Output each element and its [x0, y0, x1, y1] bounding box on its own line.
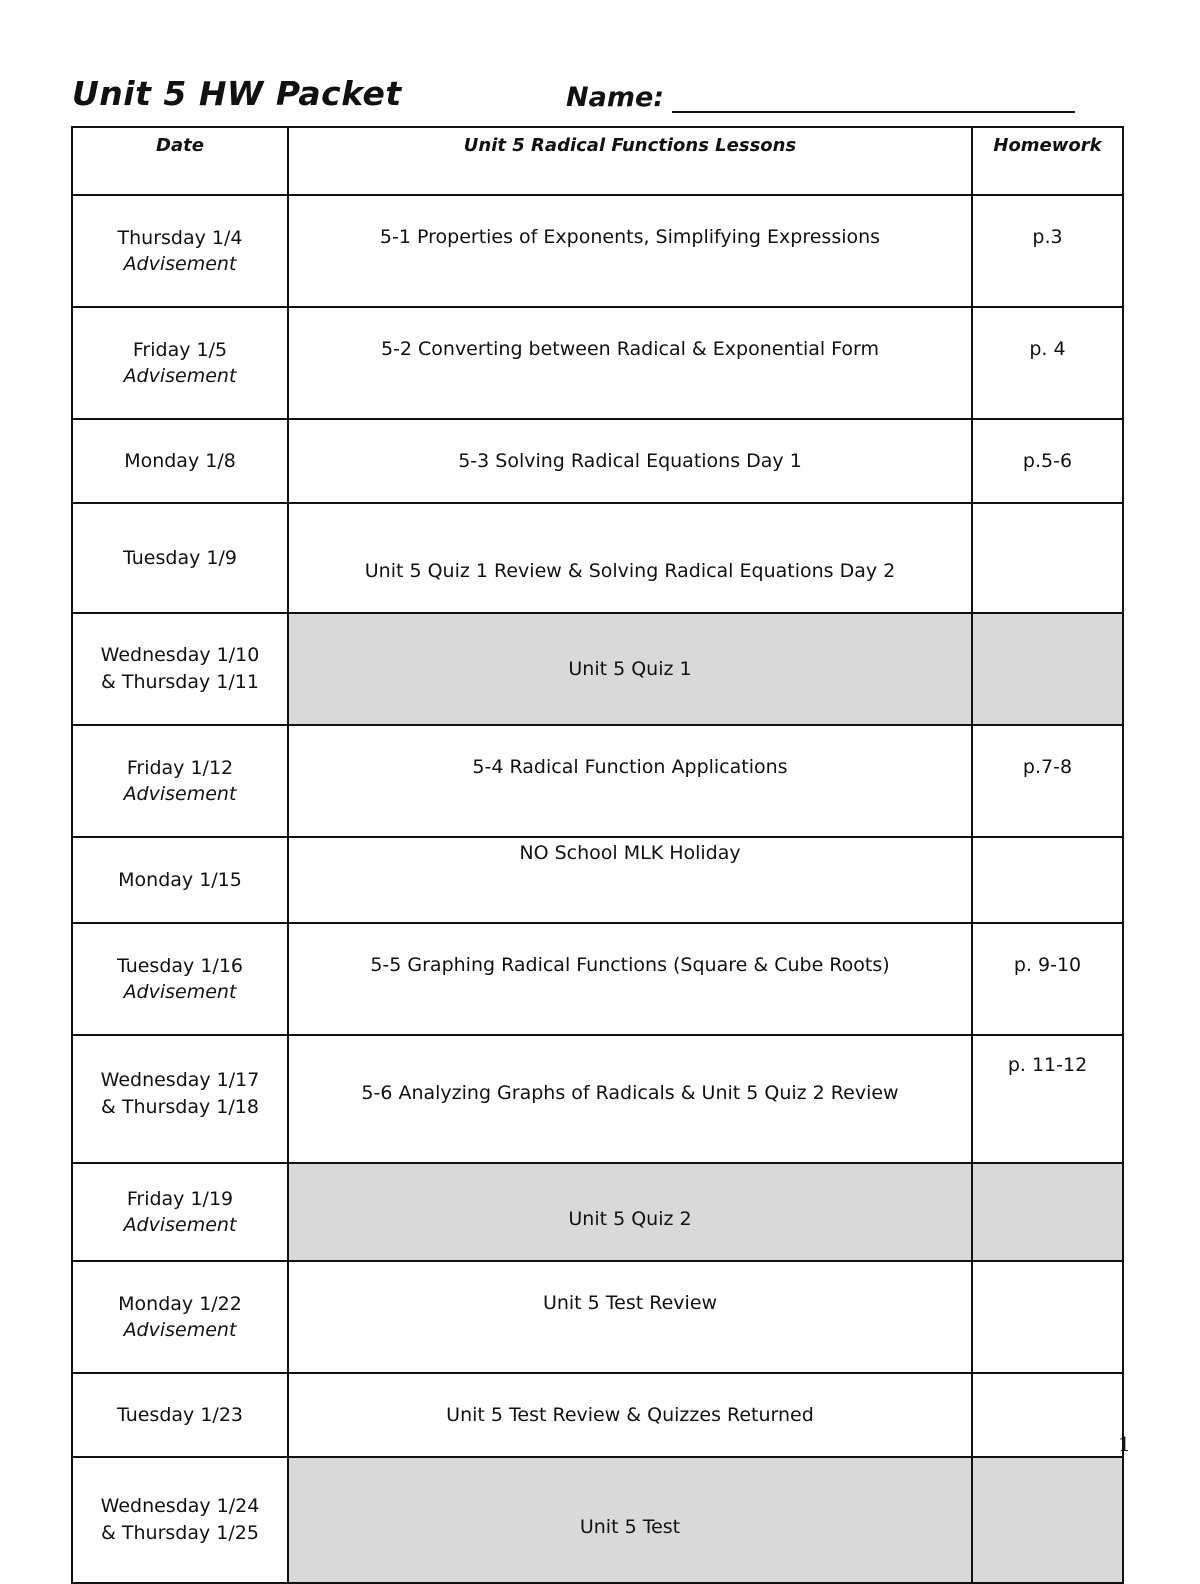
column-header-lessons: Unit 5 Radical Functions Lessons: [288, 127, 972, 195]
lesson-cell: 5-3 Solving Radical Equations Day 1: [288, 419, 972, 503]
table-row: [72, 1457, 1123, 1583]
table-row: [72, 837, 1123, 923]
table-row: [72, 1261, 1123, 1373]
lesson-cell: 5-1 Properties of Exponents, Simplifying Expressions: [288, 195, 972, 307]
homework-cell: [972, 1261, 1123, 1373]
name-label: Name:: [566, 82, 665, 113]
date-cell: [72, 503, 288, 613]
date-text: Wednesday 1/17: [100, 1069, 260, 1091]
homework-cell: [972, 1457, 1123, 1583]
date-text: Friday 1/12: [126, 756, 234, 779]
date-text: Wednesday 1/24: [100, 1495, 260, 1517]
homework-cell: [972, 837, 1123, 923]
lesson-cell: Unit 5 Test Review & Quizzes Returned: [288, 1373, 972, 1457]
date-text: Monday 1/22: [118, 1292, 242, 1315]
page-number: 1: [1118, 1432, 1131, 1456]
date-cell: [72, 1035, 288, 1163]
date-text: Tuesday 1/16: [116, 954, 243, 977]
date-cell: [72, 923, 288, 1035]
lesson-cell: 5-4 Radical Function Applications: [288, 725, 972, 837]
date-subtext: & Thursday 1/18: [101, 1096, 259, 1118]
table-row: [72, 613, 1123, 725]
lesson-cell: Unit 5 Test Review: [288, 1261, 972, 1373]
table-row: [72, 419, 1123, 503]
date-cell: [72, 419, 288, 503]
homework-cell: p. 9-10: [972, 923, 1123, 1035]
homework-cell: [972, 503, 1123, 613]
date-subtext: Advisement: [123, 364, 237, 387]
table-row: [72, 307, 1123, 419]
date-text: Friday 1/5: [132, 338, 228, 361]
homework-cell: p.7-8: [972, 725, 1123, 837]
date-subtext: Advisement: [123, 252, 237, 275]
table-row: [72, 195, 1123, 307]
date-cell: [72, 1261, 288, 1373]
homework-cell: p. 4: [972, 307, 1123, 419]
date-subtext: Advisement: [123, 980, 237, 1003]
name-field-wrapper: [566, 82, 1075, 113]
date-text: Tuesday 1/9: [123, 546, 237, 569]
test-cell: Unit 5 Test: [288, 1457, 972, 1583]
lesson-cell: 5-2 Converting between Radical & Exponential Form: [288, 307, 972, 419]
table-row: [72, 923, 1123, 1035]
date-cell: [72, 1457, 288, 1583]
lesson-cell: Unit 5 Quiz 1 Review & Solving Radical Equations Day 2: [288, 503, 972, 613]
column-header-homework: Homework: [972, 127, 1123, 195]
table-row: [72, 1035, 1123, 1163]
date-subtext: Advisement: [123, 1213, 237, 1236]
homework-cell: p.3: [972, 195, 1123, 307]
date-subtext: & Thursday 1/25: [101, 1522, 259, 1544]
quiz-cell: Unit 5 Quiz 2: [288, 1163, 972, 1261]
date-cell: [72, 307, 288, 419]
date-subtext: & Thursday 1/11: [101, 671, 259, 693]
homework-cell: [972, 1163, 1123, 1261]
date-cell: [72, 613, 288, 725]
schedule-table: [71, 126, 1124, 1584]
date-cell: [72, 837, 288, 923]
date-cell: [72, 195, 288, 307]
name-blank-line: [672, 85, 1075, 113]
table-row: [72, 1373, 1123, 1457]
lesson-cell: 5-5 Graphing Radical Functions (Square & Cube Roots): [288, 923, 972, 1035]
date-cell: [72, 1163, 288, 1261]
date-cell: [72, 725, 288, 837]
table-row: [72, 503, 1123, 613]
lesson-cell: NO School MLK Holiday: [288, 837, 972, 923]
date-text: Monday 1/15: [118, 868, 242, 891]
date-cell: [72, 1373, 288, 1457]
lesson-cell: 5-6 Analyzing Graphs of Radicals & Unit 5 Quiz 2 Review: [288, 1035, 972, 1163]
column-header-date: Date: [72, 127, 288, 195]
date-text: Wednesday 1/10: [100, 644, 260, 666]
date-text: Thursday 1/4: [117, 226, 243, 249]
homework-cell: p. 11-12: [972, 1035, 1123, 1163]
date-text: Friday 1/19: [126, 1187, 234, 1210]
date-text: Tuesday 1/23: [116, 1403, 243, 1426]
date-subtext: Advisement: [123, 1318, 237, 1341]
table-header-row: [72, 127, 1123, 195]
date-text: Monday 1/8: [124, 449, 236, 472]
date-subtext: Advisement: [123, 782, 237, 805]
table-row: [72, 725, 1123, 837]
table-row: [72, 1163, 1123, 1261]
page-title: Unit 5 HW Packet: [72, 74, 402, 113]
homework-cell: [972, 613, 1123, 725]
homework-cell: [972, 1373, 1123, 1457]
quiz-cell: Unit 5 Quiz 1: [288, 613, 972, 725]
homework-cell: p.5-6: [972, 419, 1123, 503]
